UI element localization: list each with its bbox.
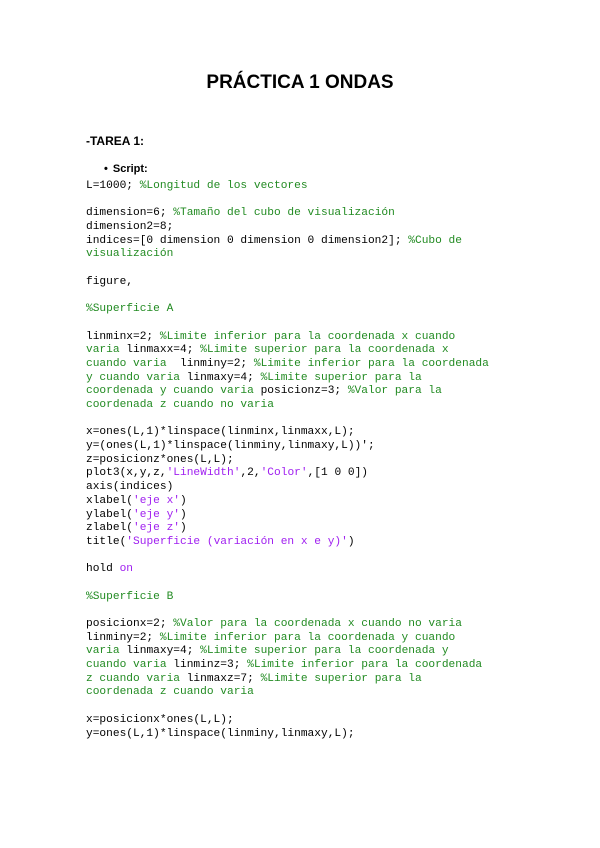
code-line bbox=[86, 645, 526, 659]
code-line bbox=[86, 221, 526, 235]
code-text: figure, bbox=[86, 275, 133, 288]
code-comment: varia bbox=[86, 645, 127, 658]
code-block bbox=[86, 180, 526, 741]
code-comment: z cuando varia bbox=[86, 672, 187, 685]
code-text: ,2, bbox=[240, 467, 261, 480]
code-comment: cuando varia bbox=[86, 357, 180, 370]
code-line bbox=[86, 632, 526, 646]
code-text: linminz=3; bbox=[173, 659, 248, 672]
code-comment: %Superficie B bbox=[86, 590, 174, 603]
code-line bbox=[86, 344, 526, 358]
code-line bbox=[86, 659, 526, 673]
code-line bbox=[86, 467, 526, 481]
bullet-label: Script: bbox=[112, 163, 148, 175]
code-line bbox=[86, 358, 526, 372]
code-line bbox=[86, 426, 526, 440]
code-string: 'LineWidth' bbox=[166, 467, 241, 480]
code-line bbox=[86, 509, 526, 523]
code-text: ) bbox=[347, 535, 355, 548]
code-text: plot3(x,y,z, bbox=[86, 467, 167, 480]
code-line bbox=[86, 399, 526, 413]
code-comment: %Tamaño del cubo de visualización bbox=[173, 207, 395, 220]
code-blank-line bbox=[86, 317, 526, 331]
code-string: 'eje z' bbox=[133, 522, 180, 535]
code-line bbox=[86, 180, 526, 194]
code-text: linmaxy=4; bbox=[186, 371, 261, 384]
code-line bbox=[86, 673, 526, 687]
code-text: z=posicionz*ones(L,L); bbox=[86, 453, 234, 466]
code-text: ,[1 0 0]) bbox=[307, 467, 369, 480]
code-text: posicionz=3; bbox=[260, 385, 348, 398]
code-text: xlabel( bbox=[86, 494, 133, 507]
code-comment: %Limite superior para la coordenada x bbox=[200, 344, 449, 357]
code-text: linmaxx=4; bbox=[126, 344, 201, 357]
code-comment: varia bbox=[86, 344, 127, 357]
code-text: linminy=2; bbox=[86, 631, 160, 644]
code-line bbox=[86, 235, 526, 249]
code-comment: %Superficie A bbox=[86, 303, 174, 316]
code-line bbox=[86, 522, 526, 536]
code-text: axis(indices) bbox=[86, 481, 174, 494]
code-comment: %Limite superior para la coordenada y bbox=[200, 645, 449, 658]
code-line bbox=[86, 495, 526, 509]
code-line bbox=[86, 440, 526, 454]
code-text: L=1000; bbox=[86, 180, 140, 192]
code-blank-line bbox=[86, 290, 526, 304]
code-text: ) bbox=[180, 494, 187, 507]
section-heading: -TAREA 1: bbox=[86, 134, 144, 148]
code-text: y=(ones(L,1)*linspace(linminy,linmaxy,L))'; bbox=[86, 440, 375, 453]
code-line bbox=[86, 728, 526, 742]
code-text: zlabel( bbox=[86, 522, 133, 535]
code-line bbox=[86, 207, 526, 221]
code-text: ylabel( bbox=[86, 508, 133, 521]
code-text: x=posicionx*ones(L,L); bbox=[86, 713, 234, 726]
code-text: ) bbox=[180, 508, 187, 521]
code-line bbox=[86, 481, 526, 495]
code-line bbox=[86, 385, 526, 399]
code-comment: coordenada z cuando no varia bbox=[86, 399, 274, 411]
code-line bbox=[86, 618, 526, 632]
code-text: linminx=2; bbox=[86, 330, 160, 343]
code-string: on bbox=[119, 563, 134, 576]
code-comment: %Limite inferior para la coordenada x cuando bbox=[159, 330, 456, 343]
code-line bbox=[86, 276, 526, 290]
code-comment: %Valor para la bbox=[347, 385, 442, 398]
code-comment: %Valor para la coordenada x cuando no varia bbox=[173, 618, 462, 630]
code-comment: coordenada z cuando varia bbox=[86, 686, 254, 699]
code-string: 'eje y' bbox=[133, 508, 180, 521]
code-line bbox=[86, 686, 526, 700]
code-comment: %Limite inferior para la coordenada bbox=[253, 357, 489, 370]
code-text: posicionx=2; bbox=[86, 618, 174, 630]
code-blank-line bbox=[86, 550, 526, 564]
code-text: linminy=2; bbox=[180, 357, 254, 370]
code-line bbox=[86, 714, 526, 728]
code-string: 'Superficie (variación en x e y)' bbox=[126, 535, 348, 548]
code-line bbox=[86, 591, 526, 605]
code-line bbox=[86, 454, 526, 468]
code-line bbox=[86, 248, 526, 262]
code-comment: %Limite inferior para la coordenada bbox=[247, 659, 483, 672]
code-line bbox=[86, 331, 526, 345]
code-line bbox=[86, 303, 526, 317]
code-blank-line bbox=[86, 604, 526, 618]
code-text: ) bbox=[180, 522, 187, 535]
code-text: linmaxy=4; bbox=[126, 645, 201, 658]
code-text: hold bbox=[86, 563, 120, 576]
code-comment: %Limite superior para la bbox=[260, 371, 422, 384]
code-text: y=ones(L,1)*linspace(linminy,linmaxy,L); bbox=[86, 727, 355, 740]
code-text: x=ones(L,1)*linspace(linminx,linmaxx,L); bbox=[86, 426, 355, 439]
bullet-item bbox=[104, 163, 148, 175]
code-comment: y cuando varia bbox=[86, 371, 187, 384]
code-text: indices=[0 dimension 0 dimension 0 dimension2]; bbox=[86, 234, 409, 247]
bullet-icon: • bbox=[104, 163, 108, 175]
code-comment: %Cubo de bbox=[408, 234, 462, 247]
code-comment: %Limite inferior para la coordenada y cuando bbox=[159, 631, 456, 644]
code-text: dimension=6; bbox=[86, 207, 174, 220]
code-string: 'Color' bbox=[260, 467, 308, 480]
code-text: linmaxz=7; bbox=[186, 672, 261, 685]
code-line bbox=[86, 563, 526, 577]
code-blank-line bbox=[86, 577, 526, 591]
code-blank-line bbox=[86, 413, 526, 427]
code-blank-line bbox=[86, 194, 526, 208]
code-blank-line bbox=[86, 262, 526, 276]
code-comment: visualización bbox=[86, 248, 174, 261]
code-text: dimension2=8; bbox=[86, 221, 174, 234]
code-comment: coordenada y cuando varia bbox=[86, 385, 261, 398]
code-comment: cuando varia bbox=[86, 659, 174, 672]
page-title: PRÁCTICA 1 ONDAS bbox=[206, 72, 394, 93]
code-blank-line bbox=[86, 700, 526, 714]
code-comment: %Limite superior para la bbox=[260, 672, 422, 685]
code-line bbox=[86, 536, 526, 550]
code-text: title( bbox=[86, 535, 127, 548]
code-comment: %Longitud de los vectores bbox=[139, 180, 308, 192]
code-line bbox=[86, 372, 526, 386]
code-string: 'eje x' bbox=[133, 494, 180, 507]
